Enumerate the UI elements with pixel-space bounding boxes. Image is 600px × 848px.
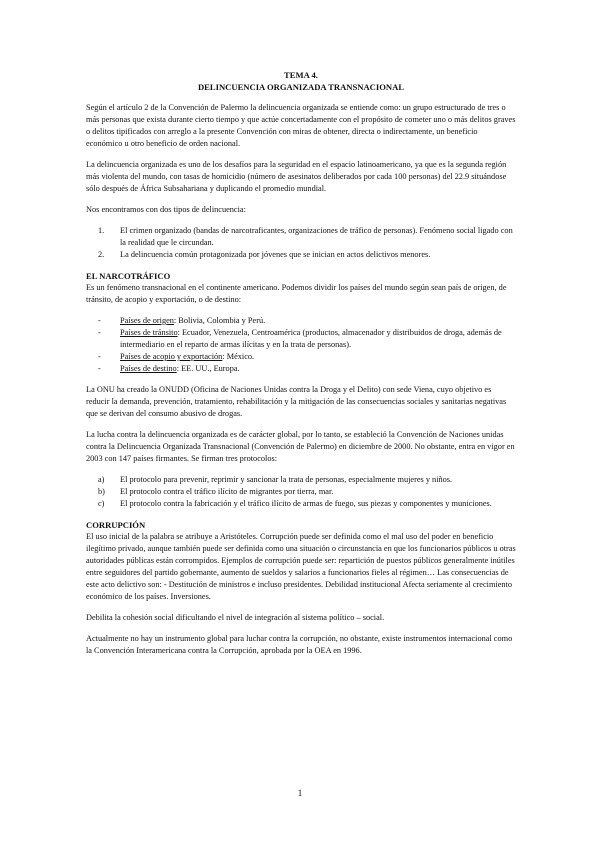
list-marker: b) — [98, 487, 105, 496]
document-title-line1: TEMA 4. — [284, 70, 318, 80]
list-marker: - — [98, 328, 101, 337]
list-marker: c) — [98, 499, 105, 508]
list-item — [86, 315, 516, 327]
crime-types-list — [86, 225, 516, 261]
country-role-text: : México. — [222, 352, 255, 361]
page-number: 1 — [297, 788, 303, 798]
list-item — [86, 249, 516, 261]
list-item — [86, 363, 516, 375]
corruption-paragraph-1: El uso inicial de la palabra se atribuye a Aristóteles. Corrupción puede ser definida como el mal uso del poder en beneficio ilegítimo privado, aunque también puede ser definida como una situación o circunstancia en que los funcionarios públicos u otras autoridades públicas están corrompidos. Ejemplos de corrupción puede ser: repartición de puestos públicos generalmente inútiles entre seguidores del partido gobernante, aumento de sueldos y salarios a funcionarios fieles al régimen… Las consecuencias de este acto delictivo son: - Destitución de ministros e incluso presidentes. Debilidad institucional Afecta seriamente al crecimiento económico de los países. Inversiones. — [86, 532, 516, 601]
corruption-paragraph-3: Actualmente no hay un instrumento global para luchar contra la corrupción, no obstante, existe instrumentos internacional como la Convención Interamericana contra la Corrupción, aprobada por la OEA en 1996. — [86, 634, 513, 655]
list-item-text: La delincuencia común protagonizada por jóvenes que se inician en actos delictivos menores. — [120, 250, 431, 259]
list-item — [86, 474, 516, 486]
section-heading-corrupcion: CORRUPCIÓN — [86, 520, 146, 530]
narco-paragraph-2: La ONU ha creado la ONUDD (Oficina de Naciones Unidas contra la Droga y el Delito) con sede Viena, cuyo objetivo es reducir la demanda, prevención, tratamiento, rehabilitación y la mitigación de las consecuencias sociales y sanitarias negativas que se derivan del consumo abusivo de drogas. — [86, 385, 507, 418]
intro-paragraph-1: Según el artículo 2 de la Convención de Palermo la delincuencia organizada se entiende como: un grupo estructurado de tres o más personas que exista durante cierto tiempo y que actúe concertadamente con el propósito de cometer uno o más delitos graves o delitos tipificados con arreglo a la presente Convención con miras de obtener, directa o indirectamente, un beneficio económico u otro beneficio de orden nacional. — [86, 103, 516, 148]
country-role-label: Países de destino — [120, 364, 177, 373]
list-item — [86, 327, 516, 351]
list-item-text: El protocolo contra la fabricación y el tráfico ilícito de armas de fuego, sus piezas y componentes y municiones. — [120, 499, 492, 508]
corruption-paragraph-2: Debilita la cohesión social dificultando el nivel de integración al sistema político – social. — [86, 613, 385, 622]
list-item — [86, 486, 516, 498]
list-item-text: El protocolo contra el tráfico ilícito de migrantes por tierra, mar. — [120, 487, 334, 496]
document-title-line2: DELINCUENCIA ORGANIZADA TRANSNACIONAL — [197, 81, 405, 92]
country-role-label: Países de tránsito — [120, 328, 178, 337]
list-marker: a) — [98, 475, 105, 484]
list-item-text: El crimen organizado (bandas de narcotraficantes, organizaciones de tráfico de personas). Fenómeno social ligado con la realidad que le circundan. — [120, 226, 513, 247]
intro-paragraph-2: La delincuencia organizada es uno de los desafíos para la seguridad en el espacio latinoamericano, ya que es la segunda región más violenta del mundo, con tasas de homicidio (número de asesinatos deliberados por cada 100 personas) del 22.9 situándose sólo después de África Subsahariana y duplicando el promedio mundial. — [86, 160, 507, 193]
country-role-label: Países de origen — [120, 316, 174, 325]
title-block — [86, 70, 516, 93]
document-page — [86, 70, 516, 666]
protocols-list — [86, 474, 516, 510]
list-marker: - — [98, 364, 101, 373]
country-role-text: : EE. UU., Europa. — [176, 364, 240, 373]
list-marker: - — [98, 352, 101, 361]
intro-paragraph-3: Nos encontramos con dos tipos de delincuencia: — [86, 205, 246, 214]
list-item — [86, 351, 516, 363]
country-role-text: : Ecuador, Venezuela, Centroamérica (productos, almacenador y distribuidos de droga, además de intermediario en el reparto de armas ilícitas y en la trata de personas). — [120, 328, 502, 349]
country-roles-list — [86, 315, 516, 375]
narco-paragraph-1: Es un fenómeno transnacional en el continente americano. Podemos dividir los países del mundo según sean país de origen, de tránsito, de acopio y exportación, o de destino: — [86, 283, 507, 304]
list-item — [86, 498, 516, 510]
country-role-text: : Bolivia, Colombia y Perú. — [173, 316, 266, 325]
section-heading-narcotrafico: EL NARCOTRÁFICO — [86, 271, 171, 281]
list-item — [86, 225, 516, 249]
list-marker: 2. — [98, 250, 105, 259]
list-item-text: El protocolo para prevenir, reprimir y sancionar la trata de personas, especialmente mujeres y niños. — [120, 475, 453, 484]
list-marker: - — [98, 316, 101, 325]
list-marker: 1. — [98, 226, 105, 235]
narco-paragraph-3: La lucha contra la delincuencia organizada es de carácter global, por lo tanto, se estableció la Convención de Naciones unidas contra la Delincuencia Organizada Transnacional (Convención de Palermo) en diciembre de 2000. No obstante, entra en vigor en 2003 con 147 países firmantes. Se firman tres protocolos: — [86, 430, 515, 463]
country-role-label: Países de acopio y exportación — [120, 352, 223, 361]
